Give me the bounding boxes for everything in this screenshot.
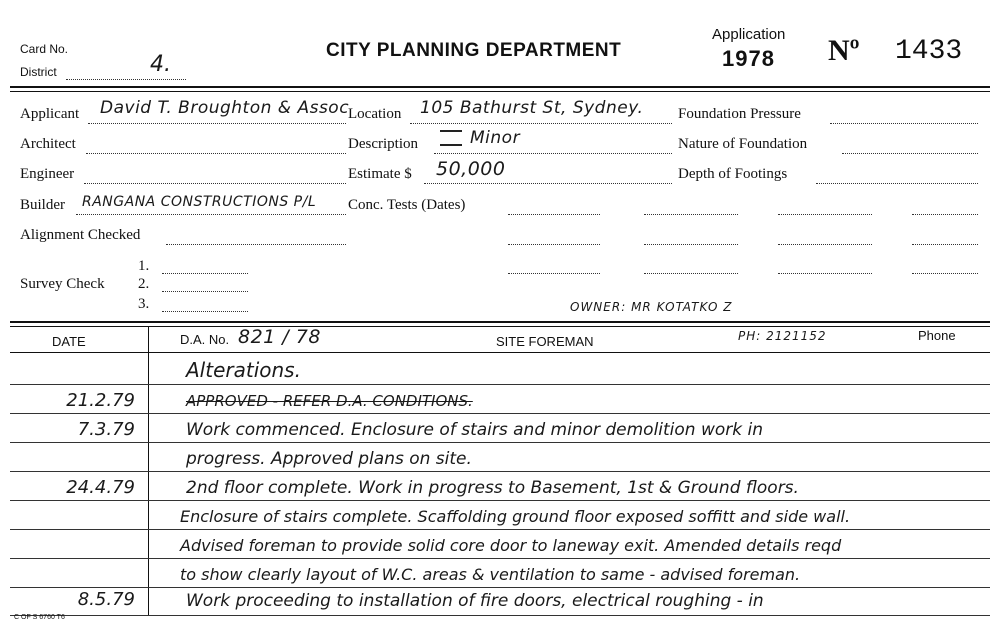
- header-rule-top: [10, 86, 990, 88]
- survey-1-label: 1.: [138, 258, 150, 274]
- builder-value: RANGANA CONSTRUCTIONS P/L: [82, 194, 317, 210]
- phone-note: PH: 2121152: [738, 329, 827, 343]
- conc-row3-line-4: [912, 273, 978, 274]
- description-value: Minor: [470, 128, 521, 148]
- survey-3-line: [162, 311, 248, 312]
- estimate-value: 50,000: [436, 158, 506, 180]
- location-value: 105 Bathurst St, Sydney.: [420, 98, 644, 118]
- application-label: Application: [712, 26, 786, 43]
- estimate-line: [424, 183, 672, 184]
- log-rule-7: [10, 558, 990, 559]
- log-entry-4: 2nd floor complete. Work in progress to Basement, 1st & Ground floors.: [186, 478, 799, 498]
- conc-row2-line-4: [912, 244, 978, 245]
- applicant-line: [88, 123, 346, 124]
- log-rule-9: [10, 615, 990, 616]
- log-header-rule: [10, 352, 990, 353]
- depth-footings-label: Depth of Footings: [678, 166, 788, 182]
- log-date-4: 24.4.79: [66, 477, 135, 498]
- log-rule-4: [10, 471, 990, 472]
- log-rule-1: [10, 384, 990, 385]
- log-date-2: 7.3.79: [77, 419, 135, 440]
- conc-tests-label: Conc. Tests (Dates): [348, 197, 466, 213]
- estimate-label: Estimate $: [348, 166, 412, 182]
- log-entry-8: Work proceeding to installation of fire doors, electrical roughing - in: [186, 591, 764, 611]
- survey-3-label: 3.: [138, 296, 150, 312]
- conc-row2-line-2: [644, 244, 738, 245]
- header-rule-bottom: [10, 91, 990, 92]
- log-rule-6: [10, 529, 990, 530]
- depth-footings-line: [816, 183, 978, 184]
- alignment-line: [166, 244, 346, 245]
- log-rule-2: [10, 413, 990, 414]
- site-foreman-label: SITE FOREMAN: [496, 334, 594, 349]
- architect-line: [86, 153, 346, 154]
- application-year: 1978: [722, 46, 775, 71]
- date-header: DATE: [52, 334, 86, 349]
- description-label: Description: [348, 136, 418, 152]
- log-rule-3: [10, 442, 990, 443]
- conc-line-4: [912, 214, 978, 215]
- survey-1-line: [162, 273, 248, 274]
- conc-line-3: [778, 214, 872, 215]
- conc-line-1: [508, 214, 600, 215]
- district-label: District: [20, 65, 57, 79]
- location-line: [410, 123, 672, 124]
- phone-label: Phone: [918, 328, 956, 343]
- description-line: [434, 153, 672, 154]
- nature-foundation-label: Nature of Foundation: [678, 136, 808, 152]
- log-entry-0: Alterations.: [186, 358, 301, 382]
- log-entry-3: progress. Approved plans on site.: [186, 449, 472, 469]
- applicant-value: David T. Broughton & Assoc: [100, 98, 350, 118]
- conc-row2-line-3: [778, 244, 872, 245]
- district-dotted-line: [66, 79, 186, 80]
- conc-row3-line-3: [778, 273, 872, 274]
- engineer-label: Engineer: [20, 166, 75, 182]
- form-code: C OF S 6760 T6: [14, 614, 65, 621]
- log-entry-5: Enclosure of stairs complete. Scaffolding ground floor exposed soffitt and side wall.: [180, 507, 851, 526]
- builder-label: Builder: [20, 197, 65, 213]
- log-date-8: 8.5.79: [77, 589, 135, 610]
- log-rule-top: [10, 321, 990, 323]
- description-scribble: [440, 128, 462, 148]
- survey-label: Survey Check: [20, 276, 105, 292]
- log-date-1: 21.2.79: [66, 390, 135, 411]
- conc-row2-line-1: [508, 244, 600, 245]
- builder-line: [76, 214, 346, 215]
- number-symbol: Nº: [828, 34, 860, 67]
- department-title: CITY PLANNING DEPARTMENT: [326, 40, 622, 61]
- conc-row3-line-1: [508, 273, 600, 274]
- log-rule-5: [10, 500, 990, 501]
- survey-2-line: [162, 291, 248, 292]
- owner-note: OWNER: MR KOTATKO Z: [570, 300, 733, 314]
- district-value: 4.: [150, 52, 171, 77]
- da-value: 821 / 78: [238, 326, 321, 348]
- foundation-pressure-line: [830, 123, 978, 124]
- log-entry-1: APPROVED - REFER D.A. CONDITIONS.: [186, 392, 473, 410]
- foundation-pressure-label: Foundation Pressure: [678, 106, 801, 122]
- log-rule-8: [10, 587, 990, 588]
- applicant-label: Applicant: [20, 106, 80, 122]
- application-number: 1433: [895, 36, 963, 67]
- da-label: D.A. No.: [180, 332, 230, 347]
- survey-2-label: 2.: [138, 276, 150, 292]
- architect-label: Architect: [20, 136, 76, 152]
- engineer-line: [84, 183, 346, 184]
- conc-line-2: [644, 214, 738, 215]
- alignment-label: Alignment Checked: [20, 227, 141, 243]
- location-label: Location: [348, 106, 402, 122]
- log-entry-6: Advised foreman to provide solid core door to laneway exit. Amended details reqd: [180, 536, 842, 555]
- conc-row3-line-2: [644, 273, 738, 274]
- log-rule-inner: [10, 326, 990, 327]
- nature-foundation-line: [842, 153, 978, 154]
- log-entry-2: Work commenced. Enclosure of stairs and minor demolition work in: [186, 420, 764, 440]
- log-entry-7: to show clearly layout of W.C. areas & ventilation to same - advised foreman.: [180, 565, 801, 584]
- card-no-label: Card No.: [20, 42, 69, 56]
